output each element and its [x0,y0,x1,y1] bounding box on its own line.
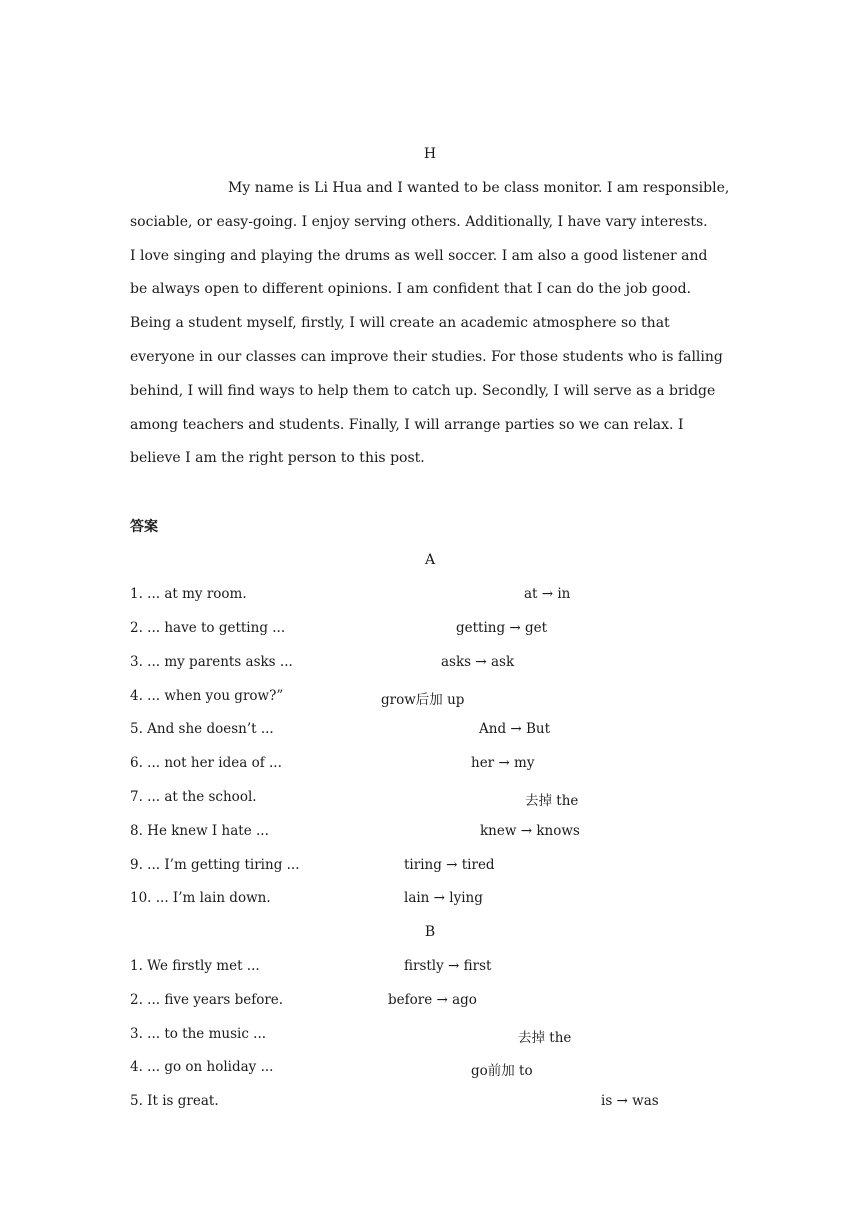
correction-a-1: at → in [524,586,571,602]
paragraph-line: be always open to different opinions. I am confident that I can do the job good. [130,281,692,298]
correction-b-3: 去掉 the [518,1030,572,1046]
answer-a-6: 6. ... not her idea of ... [130,755,282,771]
correction-a-10: lain → lying [404,890,483,906]
paragraph-line: Being a student myself, firstly, I will create an academic atmosphere so that [130,315,670,332]
correction-a-5: And → But [479,721,551,737]
correction-a-2: getting → get [456,620,548,636]
paragraph-line: sociable, or easy-going. I enjoy serving others. Additionally, I have vary interests. [130,213,708,230]
correction-a-8: knew → knows [480,823,580,839]
paragraph-line: I love singing and playing the drums as well soccer. I am also a good listener and [130,247,708,264]
correction-a-4: grow后加 up [381,692,465,708]
answer-a-8: 8. He knew I hate ... [130,823,269,839]
answer-b-3: 3. ... to the music ... [130,1026,267,1042]
answer-a-7: 7. ... at the school. [130,789,257,805]
answer-a-2: 2. ... have to getting ... [130,620,286,636]
correction-b-1: firstly → first [404,958,492,974]
correction-a-6: her → my [471,755,535,771]
answer-b-4: 4. ... go on holiday ... [130,1059,274,1075]
paragraph-line: My name is Li Hua and I wanted to be class monitor. I am responsible, [228,180,730,196]
correction-a-7: 去掉 the [525,793,579,809]
answer-b-5: 5. It is great. [130,1093,219,1109]
paragraph-line: everyone in our classes can improve their studies. For those students who is falling [130,348,723,365]
answers-title: 答案 [130,519,158,535]
section-h-paragraph [130,172,740,476]
correction-b-5: is → was [601,1093,659,1109]
answer-a-9: 9. ... I’m getting tiring ... [130,857,300,873]
paragraph-line: behind, I will find ways to help them to catch up. Secondly, I will serve as a bridge [130,382,716,399]
answer-a-5: 5. And she doesn’t ... [130,721,274,737]
answer-a-10: 10. ... I’m lain down. [130,890,271,906]
correction-a-3: asks → ask [441,654,515,670]
section-h-label: H [423,146,437,162]
answer-a-1: 1. ... at my room. [130,586,247,602]
paragraph-line: believe I am the right person to this post. [130,450,425,467]
correction-b-2: before → ago [388,992,477,1008]
correction-b-4: go前加 to [471,1063,533,1079]
answer-a-4: 4. ... when you grow?” [130,688,284,704]
section-b-label: B [424,924,436,940]
answer-b-2: 2. ... five years before. [130,992,284,1008]
answer-b-1: 1. We firstly met ... [130,958,260,974]
paragraph-line: among teachers and students. Finally, I will arrange parties so we can relax. I [130,416,684,433]
correction-a-9: tiring → tired [404,857,495,873]
section-a-label: A [424,552,436,568]
answer-a-3: 3. ... my parents asks ... [130,654,293,670]
